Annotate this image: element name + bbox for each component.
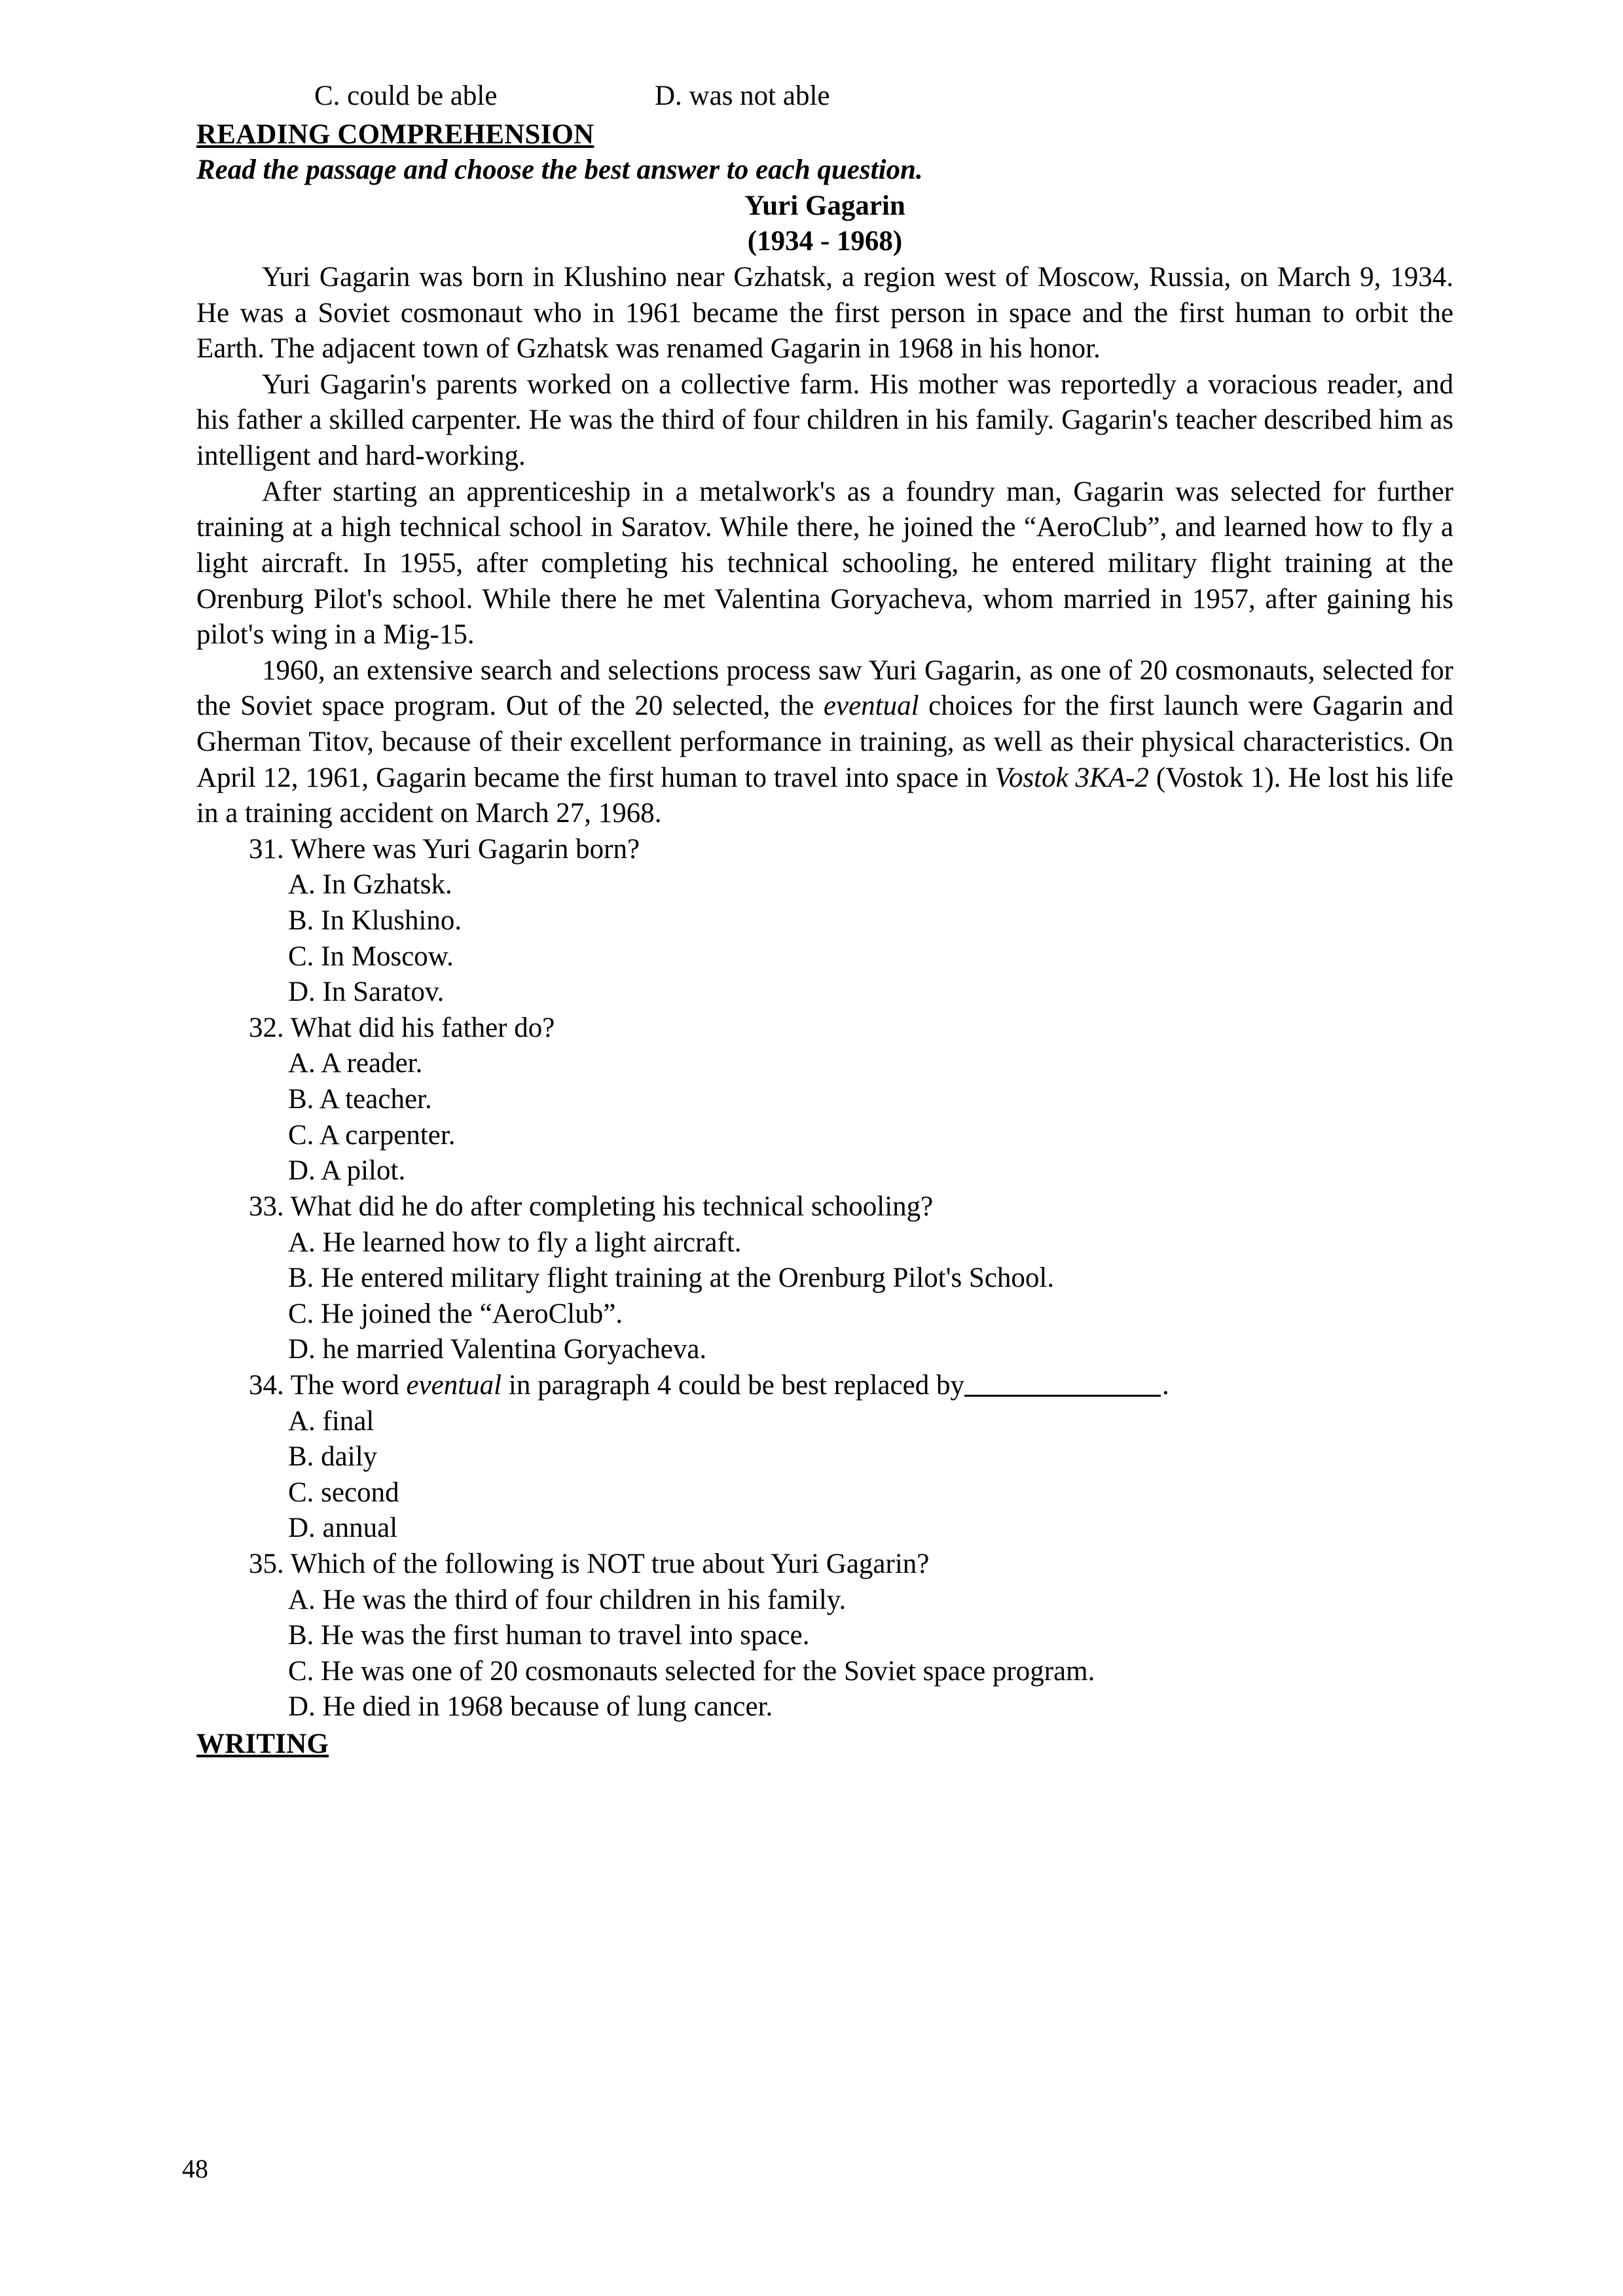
question-34-option-d[interactable]: D. annual — [288, 1513, 398, 1544]
question-35-option-a[interactable]: A. He was the third of four children in his family. — [288, 1584, 847, 1615]
question-35-option-b[interactable]: B. He was the first human to travel into space. — [288, 1620, 810, 1651]
p4-part2: choices for the first launch were Gagarin and Gherman Titov, because of their excellent performance in training, as well as their physical characteristics. On April 12, 1961, Gagarin became the first human to travel into space in — [196, 691, 1453, 793]
question-31-option-a[interactable]: A. In Gzhatsk. — [288, 869, 452, 901]
top-option-d: D. was not able — [655, 81, 830, 111]
top-answer-row — [314, 79, 1453, 115]
question-31-option-c[interactable]: C. In Moscow. — [288, 941, 454, 972]
question-32-option-a[interactable]: A. A reader. — [288, 1048, 423, 1079]
passage-paragraph-2: Yuri Gagarin's parents worked on a collective farm. His mother was reportedly a voracious reader, and his father a skilled carpenter. He was the third of four children in his family. Gagarin's teacher described him as intelligent and hard-working. — [196, 368, 1453, 472]
p4-italic-eventual: eventual — [823, 691, 919, 722]
question-32 — [196, 1011, 1453, 1047]
question-34-option-a[interactable]: A. final — [288, 1405, 374, 1437]
p4-italic-vostok: Vostok 3KA-2 — [994, 762, 1149, 793]
question-35-option-d[interactable]: D. He died in 1968 because of lung cancer. — [288, 1691, 773, 1723]
passage-title: Yuri Gagarin — [744, 190, 905, 221]
question-32-text: What did his father do? — [290, 1012, 555, 1043]
question-31-option-d[interactable]: D. In Saratov. — [288, 977, 445, 1008]
page-content — [196, 79, 1453, 1763]
question-34-italic-word: eventual — [406, 1369, 502, 1401]
question-34-text-before: The word — [290, 1369, 407, 1401]
question-35-text: Which of the following is NOT true about Yuri Gagarin? — [290, 1548, 930, 1579]
question-32-option-d[interactable]: D. A pilot. — [288, 1155, 406, 1187]
question-31 — [196, 832, 1453, 868]
question-33-option-c[interactable]: C. He joined the “AeroClub”. — [288, 1298, 623, 1329]
question-31-option-b[interactable]: B. In Klushino. — [288, 905, 462, 937]
question-33-number: 33. — [249, 1191, 284, 1222]
question-35-option-c[interactable]: C. He was one of 20 cosmonauts selected for the Soviet space program. — [288, 1655, 1095, 1687]
p4-part3: (Vostok 1). He lost his life in a training accident on March 27, 1968. — [196, 762, 1453, 829]
question-35-number: 35. — [249, 1548, 284, 1579]
top-option-c: C. could be able — [314, 81, 498, 111]
passage-paragraph-3: After starting an apprenticeship in a metalwork's as a foundry man, Gagarin was selected for further training at a high technical school in Saratov. While there, he joined the “AeroClub”, and learned how to fly a light aircraft. In 1955, after completing his technical schooling, he entered military flight training at the Orenburg Pilot's school. While there he met Valentina Goryacheva, whom married in 1957, after gaining his pilot's wing in a Mig-15. — [196, 476, 1453, 651]
question-32-number: 32. — [249, 1012, 284, 1043]
question-32-option-c[interactable]: C. A carpenter. — [288, 1119, 456, 1151]
question-33-option-b[interactable]: B. He entered military flight training at the Orenburg Pilot's School. — [288, 1263, 1055, 1294]
passage-paragraph-4 — [196, 653, 1453, 832]
reading-instruction: Read the passage and choose the best answer to each question. — [196, 154, 923, 186]
p4-part1: 1960, an extensive search and selections process saw Yuri Gagarin, as one of 20 cosmonauts, selected for the Soviet space program. Out of the 20 selected, the — [196, 655, 1453, 722]
question-32-option-b[interactable]: B. A teacher. — [288, 1084, 432, 1115]
question-31-text: Where was Yuri Gagarin born? — [290, 833, 640, 865]
question-34-option-c[interactable]: C. second — [288, 1477, 399, 1508]
question-34 — [196, 1368, 1453, 1404]
passage-dates: (1934 - 1968) — [747, 226, 903, 257]
question-33-option-d[interactable]: D. he married Valentina Goryacheva. — [288, 1334, 707, 1365]
section-heading-writing: WRITING — [196, 1729, 329, 1760]
question-33-option-a[interactable]: A. He learned how to fly a light aircraft. — [288, 1227, 742, 1258]
question-31-number: 31. — [249, 833, 284, 865]
page-number: 48 — [182, 2154, 208, 2183]
question-33-text: What did he do after completing his technical schooling? — [290, 1191, 934, 1222]
section-heading-reading: READING COMPREHENSION — [196, 118, 594, 150]
question-34-option-b[interactable]: B. daily — [288, 1441, 378, 1473]
question-34-text-after: in paragraph 4 could be best replaced by — [501, 1369, 964, 1401]
question-34-number: 34. — [249, 1369, 284, 1401]
question-33 — [196, 1189, 1453, 1225]
question-34-text-end: . — [1161, 1369, 1169, 1401]
question-35 — [196, 1547, 1453, 1583]
answer-blank[interactable] — [964, 1395, 1161, 1397]
passage-paragraph-1: Yuri Gagarin was born in Klushino near Gzhatsk, a region west of Moscow, Russia, on March 9, 1934. He was a Soviet cosmonaut who in 1961 became the first person in space and the first human to orbit the Earth. The adjacent town of Gzhatsk was renamed Gagarin in 1968 in his honor. — [196, 262, 1453, 365]
